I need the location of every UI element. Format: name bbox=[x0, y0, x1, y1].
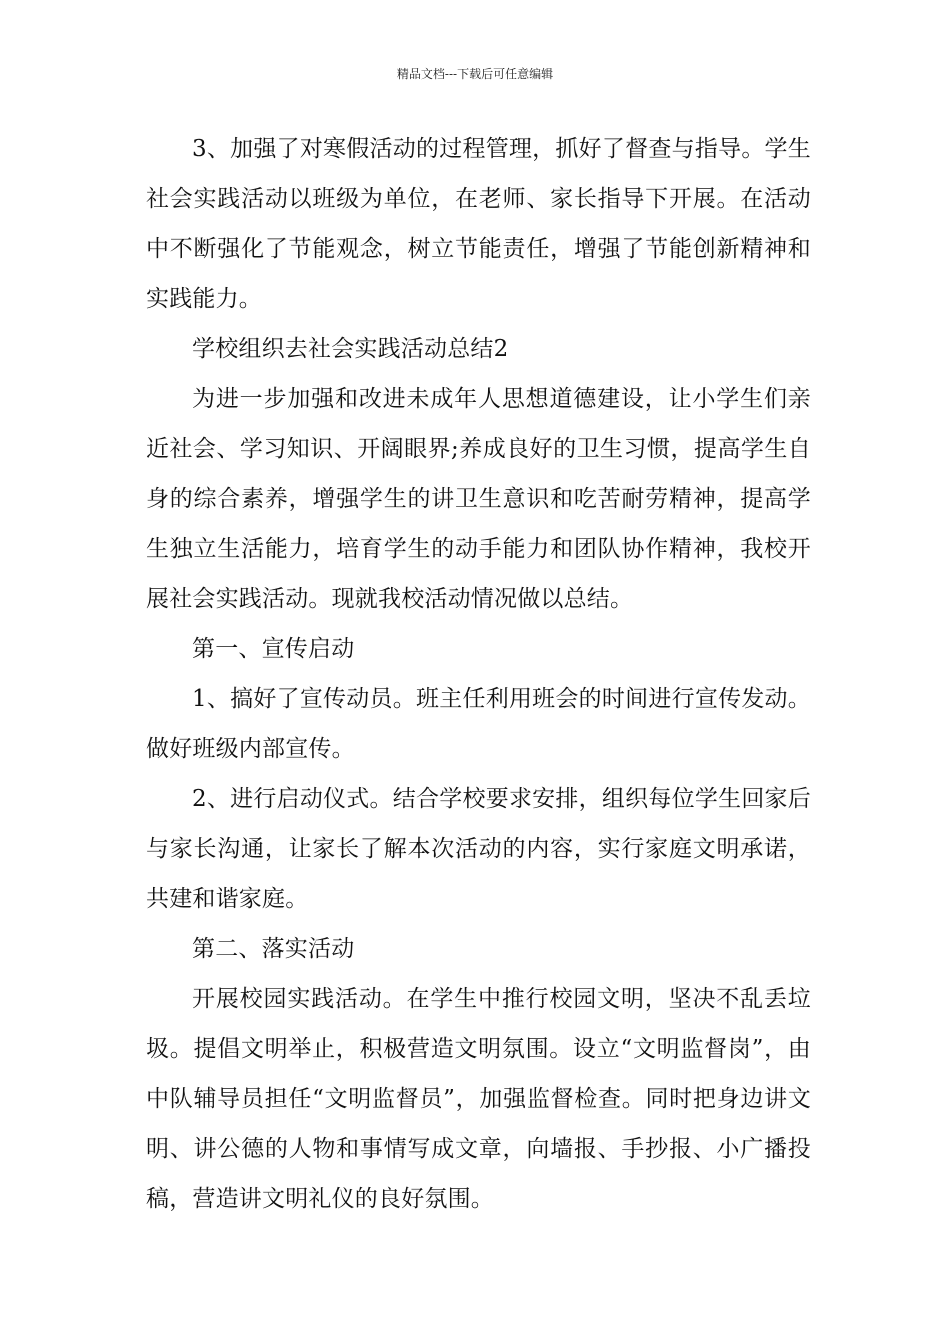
section-title: 学校组织去社会实践活动总结2 bbox=[192, 336, 509, 362]
subheading-publicity-launch: 第一、宣传启动 bbox=[192, 636, 355, 662]
paragraph-mobilization: 1、搞好了宣传动员。班主任利用班会的时间进行宣传发动。做好班级内部宣传。 bbox=[146, 686, 811, 762]
paragraph-launch-ceremony: 2、进行启动仪式。结合学校要求安排，组织每位学生回家后与家长沟通，让家长了解本次活动的内容，实行家庭文明承诺，共建和谐家庭。 bbox=[146, 786, 811, 912]
document-body bbox=[146, 124, 811, 1224]
subheading-implementation: 第二、落实活动 bbox=[192, 936, 355, 962]
paragraph-introduction: 为进一步加强和改进未成年人思想道德建设，让小学生们亲近社会、学习知识、开阔眼界;养成良好的卫生习惯，提高学生自身的综合素养，增强学生的讲卫生意识和吃苦耐劳精神，提高学生独立生活能力，培育学生的动手能力和团队协作精神，我校开展社会实践活动。现就我校活动情况做以总结。 bbox=[146, 386, 811, 612]
paragraph-process-management: 3、加强了对寒假活动的过程管理，抓好了督查与指导。学生社会实践活动以班级为单位，在老师、家长指导下开展。在活动中不断强化了节能观念，树立节能责任，增强了节能创新精神和实践能力。 bbox=[146, 136, 811, 312]
paragraph-campus-activities: 开展校园实践活动。在学生中推行校园文明，坚决不乱丢垃圾。提倡文明举止，积极营造文明氛围。设立“文明监督岗”，由中队辅导员担任“文明监督员”，加强监督检查。同时把身边讲文明、讲公德的人物和事情写成文章，向墙报、手抄报、小广播投稿，营造讲文明礼仪的良好氛围。 bbox=[146, 986, 811, 1212]
page-header: 精品文档---下载后可任意编辑 bbox=[396, 67, 554, 81]
